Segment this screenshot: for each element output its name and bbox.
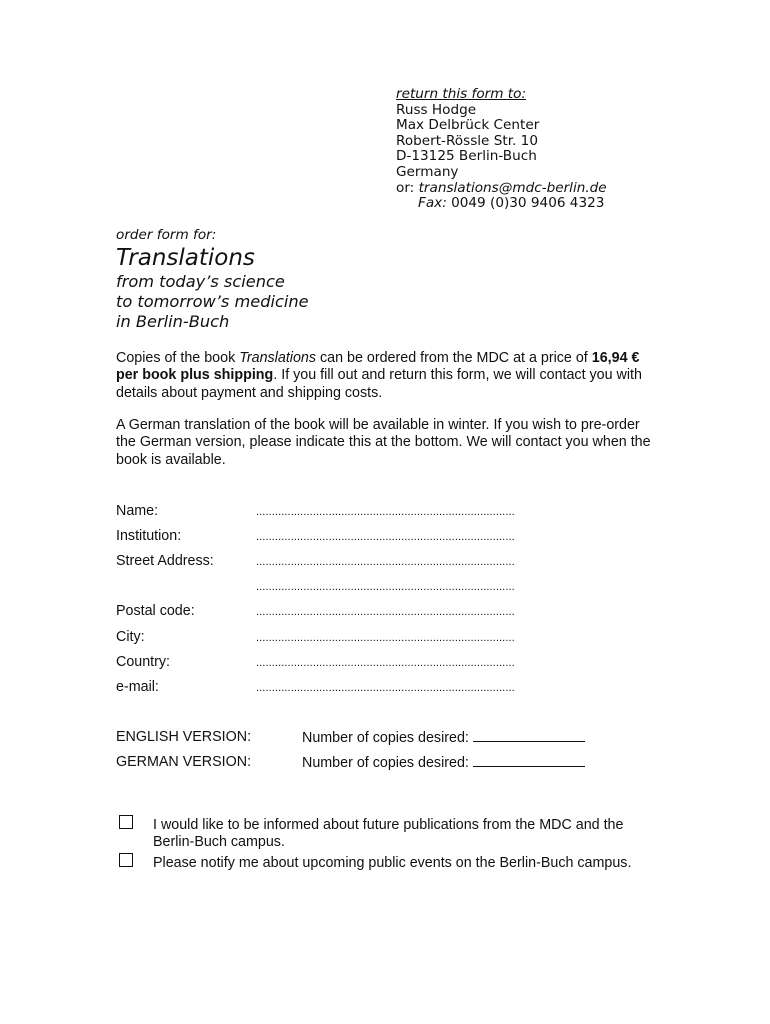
institution-row — [116, 528, 616, 546]
institution-field[interactable]: .................................................................................. — [256, 531, 515, 543]
intro-paragraph-2: A German translation of the book will be available in winter. If you wish to pre-order the German version, please indicate this at the bottom. We will contact you when the book is available. — [116, 417, 651, 468]
fax-number: 0049 (0)30 9406 4323 — [446, 195, 605, 212]
intro-book-title: Translations — [239, 350, 317, 366]
book-subtitle-1: from today’s science — [116, 272, 285, 291]
contact-email: translations@mdc-berlin.de — [418, 179, 607, 196]
email-row — [116, 679, 616, 697]
street-row-2 — [116, 578, 616, 596]
city-field[interactable]: .................................................................................. — [256, 632, 515, 644]
street-field-2[interactable]: .................................................................................. — [256, 581, 515, 593]
intro-text-c: . If you fill out and return this form, we will contact you with details about payment and shipping costs. — [116, 367, 642, 401]
german-copies — [302, 754, 585, 771]
intro-paragraph-1 — [116, 350, 661, 402]
english-version-label: ENGLISH VERSION: — [116, 729, 252, 745]
german-version-row — [116, 754, 616, 772]
name-field[interactable]: .................................................................................. — [256, 506, 515, 518]
return-label: return this form to: — [396, 86, 527, 102]
street-label: Street Address: — [116, 553, 214, 569]
english-copies — [302, 729, 585, 746]
contact-country: Germany — [396, 163, 459, 180]
english-copies-label: Number of copies desired: — [302, 730, 469, 746]
fax-label: Fax: — [418, 195, 447, 212]
events-checkbox-label: Please notify me about upcoming public events on the Berlin-Buch campus. — [153, 855, 632, 871]
country-field[interactable]: .................................................................................. — [256, 657, 515, 669]
publications-checkbox-label: I would like to be informed about future publications from the MDC and the Berlin-Buch campus. — [153, 817, 624, 851]
institution-label: Institution: — [116, 528, 182, 544]
street-field[interactable]: .................................................................................. — [256, 556, 515, 568]
book-subtitle-2: to tomorrow’s medicine — [116, 292, 309, 311]
german-copies-field[interactable] — [473, 754, 585, 767]
order-for-label: order form for: — [116, 227, 217, 243]
order-heading — [116, 226, 309, 332]
name-label: Name: — [116, 503, 159, 519]
contact-name: Russ Hodge — [396, 101, 477, 118]
street-row — [116, 553, 616, 571]
country-label: Country: — [116, 654, 171, 670]
events-checkbox[interactable] — [119, 853, 133, 867]
intro-price: 16,94 € per book plus shipping — [116, 350, 640, 384]
country-row — [116, 654, 616, 672]
german-version-label: GERMAN VERSION: — [116, 754, 252, 770]
contact-email-line — [396, 181, 696, 197]
name-row — [116, 503, 616, 521]
intro-text-b: can be ordered from the MDC at a price of — [316, 350, 592, 366]
contact-org: Max Delbrück Center — [396, 117, 540, 134]
book-subtitle-3: in Berlin-Buch — [116, 312, 230, 331]
intro-text-a: Copies of the book — [116, 350, 240, 366]
postal-field[interactable]: .................................................................................. — [256, 606, 515, 618]
english-version-row — [116, 729, 616, 747]
contact-city: D-13125 Berlin-Buch — [396, 148, 537, 165]
contact-fax-line — [396, 196, 696, 212]
city-label: City: — [116, 629, 145, 645]
english-copies-field[interactable] — [473, 729, 585, 742]
publications-checkbox[interactable] — [119, 815, 133, 829]
city-row — [116, 629, 616, 647]
postal-row — [116, 603, 616, 621]
postal-label: Postal code: — [116, 603, 195, 619]
return-address-block — [396, 87, 696, 212]
book-title: Translations — [116, 245, 255, 271]
email-label: e-mail: — [116, 679, 159, 695]
or-prefix: or: — [396, 179, 419, 196]
contact-street: Robert-Rössle Str. 10 — [396, 132, 538, 149]
german-copies-label: Number of copies desired: — [302, 755, 469, 771]
email-field[interactable]: .................................................................................. — [256, 682, 515, 694]
